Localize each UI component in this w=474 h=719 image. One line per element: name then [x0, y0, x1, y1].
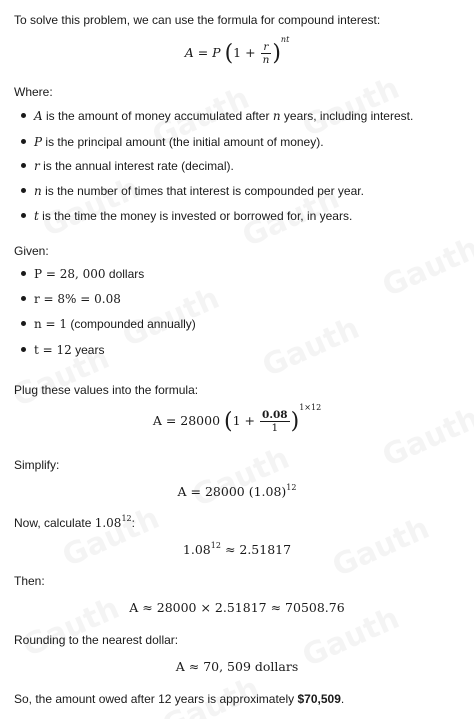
given-item-rate: r = 8% = 0.08 [21, 291, 121, 307]
simplify-label: Simplify: [14, 458, 60, 472]
conclusion-text: So, the amount owed after 12 years is approximately $70,509. [14, 692, 345, 706]
rounding-label: Rounding to the nearest dollar: [14, 633, 179, 647]
rounded-result: A ≈ 70, 509 dollars [175, 659, 299, 674]
compound-interest-formula: A = P (1 + $\frac{r}{n}$ )$^{nt}$ [184, 35, 290, 66]
final-answer: $70,509 [297, 692, 341, 706]
calculate-label: Now, calculate 1.08$^{12}$: [14, 514, 135, 530]
given-item-time: t = 12 years [21, 342, 104, 358]
power-calculation: 1.08$^{12}$ ≈ 2.51817 [182, 541, 292, 557]
given-label: Given: [14, 244, 49, 258]
where-label: Where: [14, 85, 53, 99]
where-item-t: t is the time the money is invested or borrowed for, in years. [21, 208, 352, 224]
where-item-p: P is the principal amount (the initial amount of money). [21, 134, 324, 150]
where-item-n: n is the number of times that interest is compounded per year. [21, 183, 364, 199]
then-label: Then: [14, 574, 45, 588]
where-item-a: A is the amount of money accumulated after n years, including interest. [21, 108, 413, 124]
given-item-compounding: n = 1 (compounded annually) [21, 316, 196, 332]
intro-text: To solve this problem, we can use the formula for compound interest: [14, 13, 381, 27]
plugged-formula: A = 28000 (1 + $\frac{0.08}{1}$ )$^{1\times 12}$ [152, 403, 322, 434]
plug-label: Plug these values into the formula: [14, 383, 199, 397]
simplified-formula: A = 28000 $(1.08)^{12}$ [177, 483, 297, 499]
result-calculation: A ≈ 28000 × 2.51817 ≈ 70508.76 [129, 600, 345, 615]
given-item-principal: P = 28, 000 dollars [21, 266, 144, 282]
where-item-r: r is the annual interest rate (decimal). [21, 158, 234, 174]
